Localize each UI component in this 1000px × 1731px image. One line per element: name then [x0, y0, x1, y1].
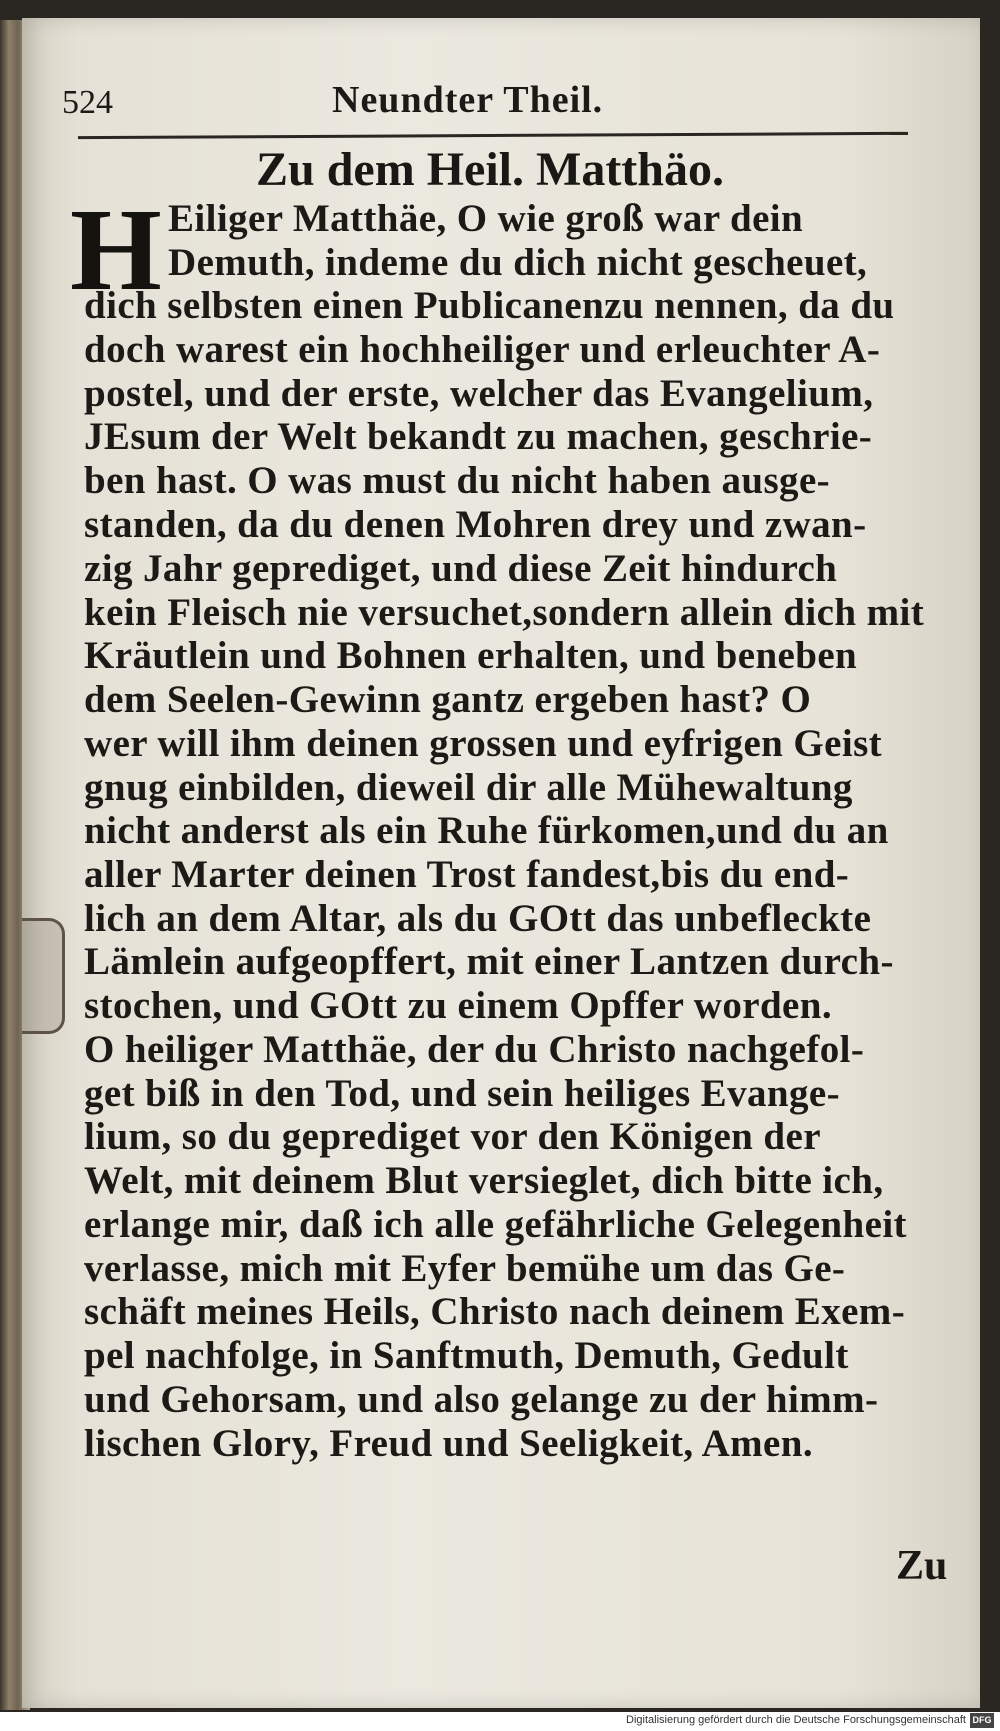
running-title: Neundter Theil.	[332, 79, 604, 121]
running-header	[62, 72, 912, 132]
text-line: Welt, mit deinem Blut versieglet, dich bitte ich,	[84, 1159, 884, 1202]
text-line: JEsum der Welt bekandt zu machen, geschrie-	[84, 415, 873, 458]
text-line: verlasse, mich mit Eyfer bemühe um das Ge-	[84, 1247, 846, 1290]
text-line: wer will ihm deinen grossen und eyfrigen Geist	[84, 722, 883, 765]
text-line: ben hast. O was must du nicht haben ausge-	[84, 459, 831, 502]
drop-initial: H	[70, 184, 162, 315]
text-line: Kräutlein und Bohnen erhalten, und beneben	[84, 634, 858, 677]
text-line: erlange mir, daß ich alle gefährliche Gelegenheit	[84, 1203, 907, 1246]
catchword: Zu	[896, 1543, 948, 1589]
text-line: get biß in den Tod, und sein heiliges Evange-	[84, 1072, 840, 1115]
text-line: postel, und der erste, welcher das Evangelium,	[84, 372, 874, 415]
text-line: und Gehorsam, und also gelange zu der himm-	[84, 1378, 879, 1421]
text-line: Eiliger Matthäe, O wie groß war dein	[168, 197, 804, 240]
text-line: schäft meines Heils, Christo nach deinem Exem-	[84, 1290, 906, 1333]
page-number: 524	[62, 84, 113, 121]
text-line: O heiliger Matthäe, der du Christo nachgefol-	[84, 1028, 865, 1071]
page-clip	[22, 918, 65, 1034]
text-line: kein Fleisch nie versuchet,sondern allein dich mit	[84, 591, 925, 634]
text-line: standen, da du denen Mohren drey und zwan-	[84, 503, 867, 546]
text-line: Lämlein aufgeopffert, mit einer Lantzen durch-	[84, 940, 894, 983]
text-line: nicht anderst als ein Ruhe fürkomen,und du an	[84, 809, 889, 852]
text-line: dem Seelen-Gewinn gantz ergeben hast? O	[84, 678, 812, 721]
text-line: lich an dem Altar, als du GOtt das unbefleckte	[84, 897, 872, 940]
dfg-logo: DFG	[970, 1713, 994, 1728]
text-line: aller Marter deinen Trost fandest,bis du end-	[84, 853, 850, 896]
digitization-credit: Digitalisierung gefördert durch die Deutsche Forschungsgemeinschaft	[626, 1714, 966, 1726]
text-line: Demuth, indeme du dich nicht gescheuet,	[168, 241, 868, 284]
text-line: pel nachfolge, in Sanftmuth, Demuth, Gedult	[84, 1334, 849, 1377]
text-line: doch warest ein hochheiliger und erleuchter A-	[84, 328, 881, 371]
text-line: gnug einbilden, dieweil dir alle Mühewaltung	[84, 766, 853, 809]
text-line: lischen Glory, Freud und Seeligkeit, Amen.	[84, 1422, 813, 1465]
text-line: dich selbsten einen Publicanenzu nennen, da du	[84, 284, 895, 327]
prayer-title: Zu dem Heil. Matthäo.	[256, 143, 724, 196]
text-line: lium, so du geprediget vor den Königen der	[84, 1115, 821, 1158]
text-line: zig Jahr geprediget, und diese Zeit hindurch	[84, 547, 838, 590]
text-line: stochen, und GOtt zu einem Opffer worden.	[84, 984, 832, 1027]
